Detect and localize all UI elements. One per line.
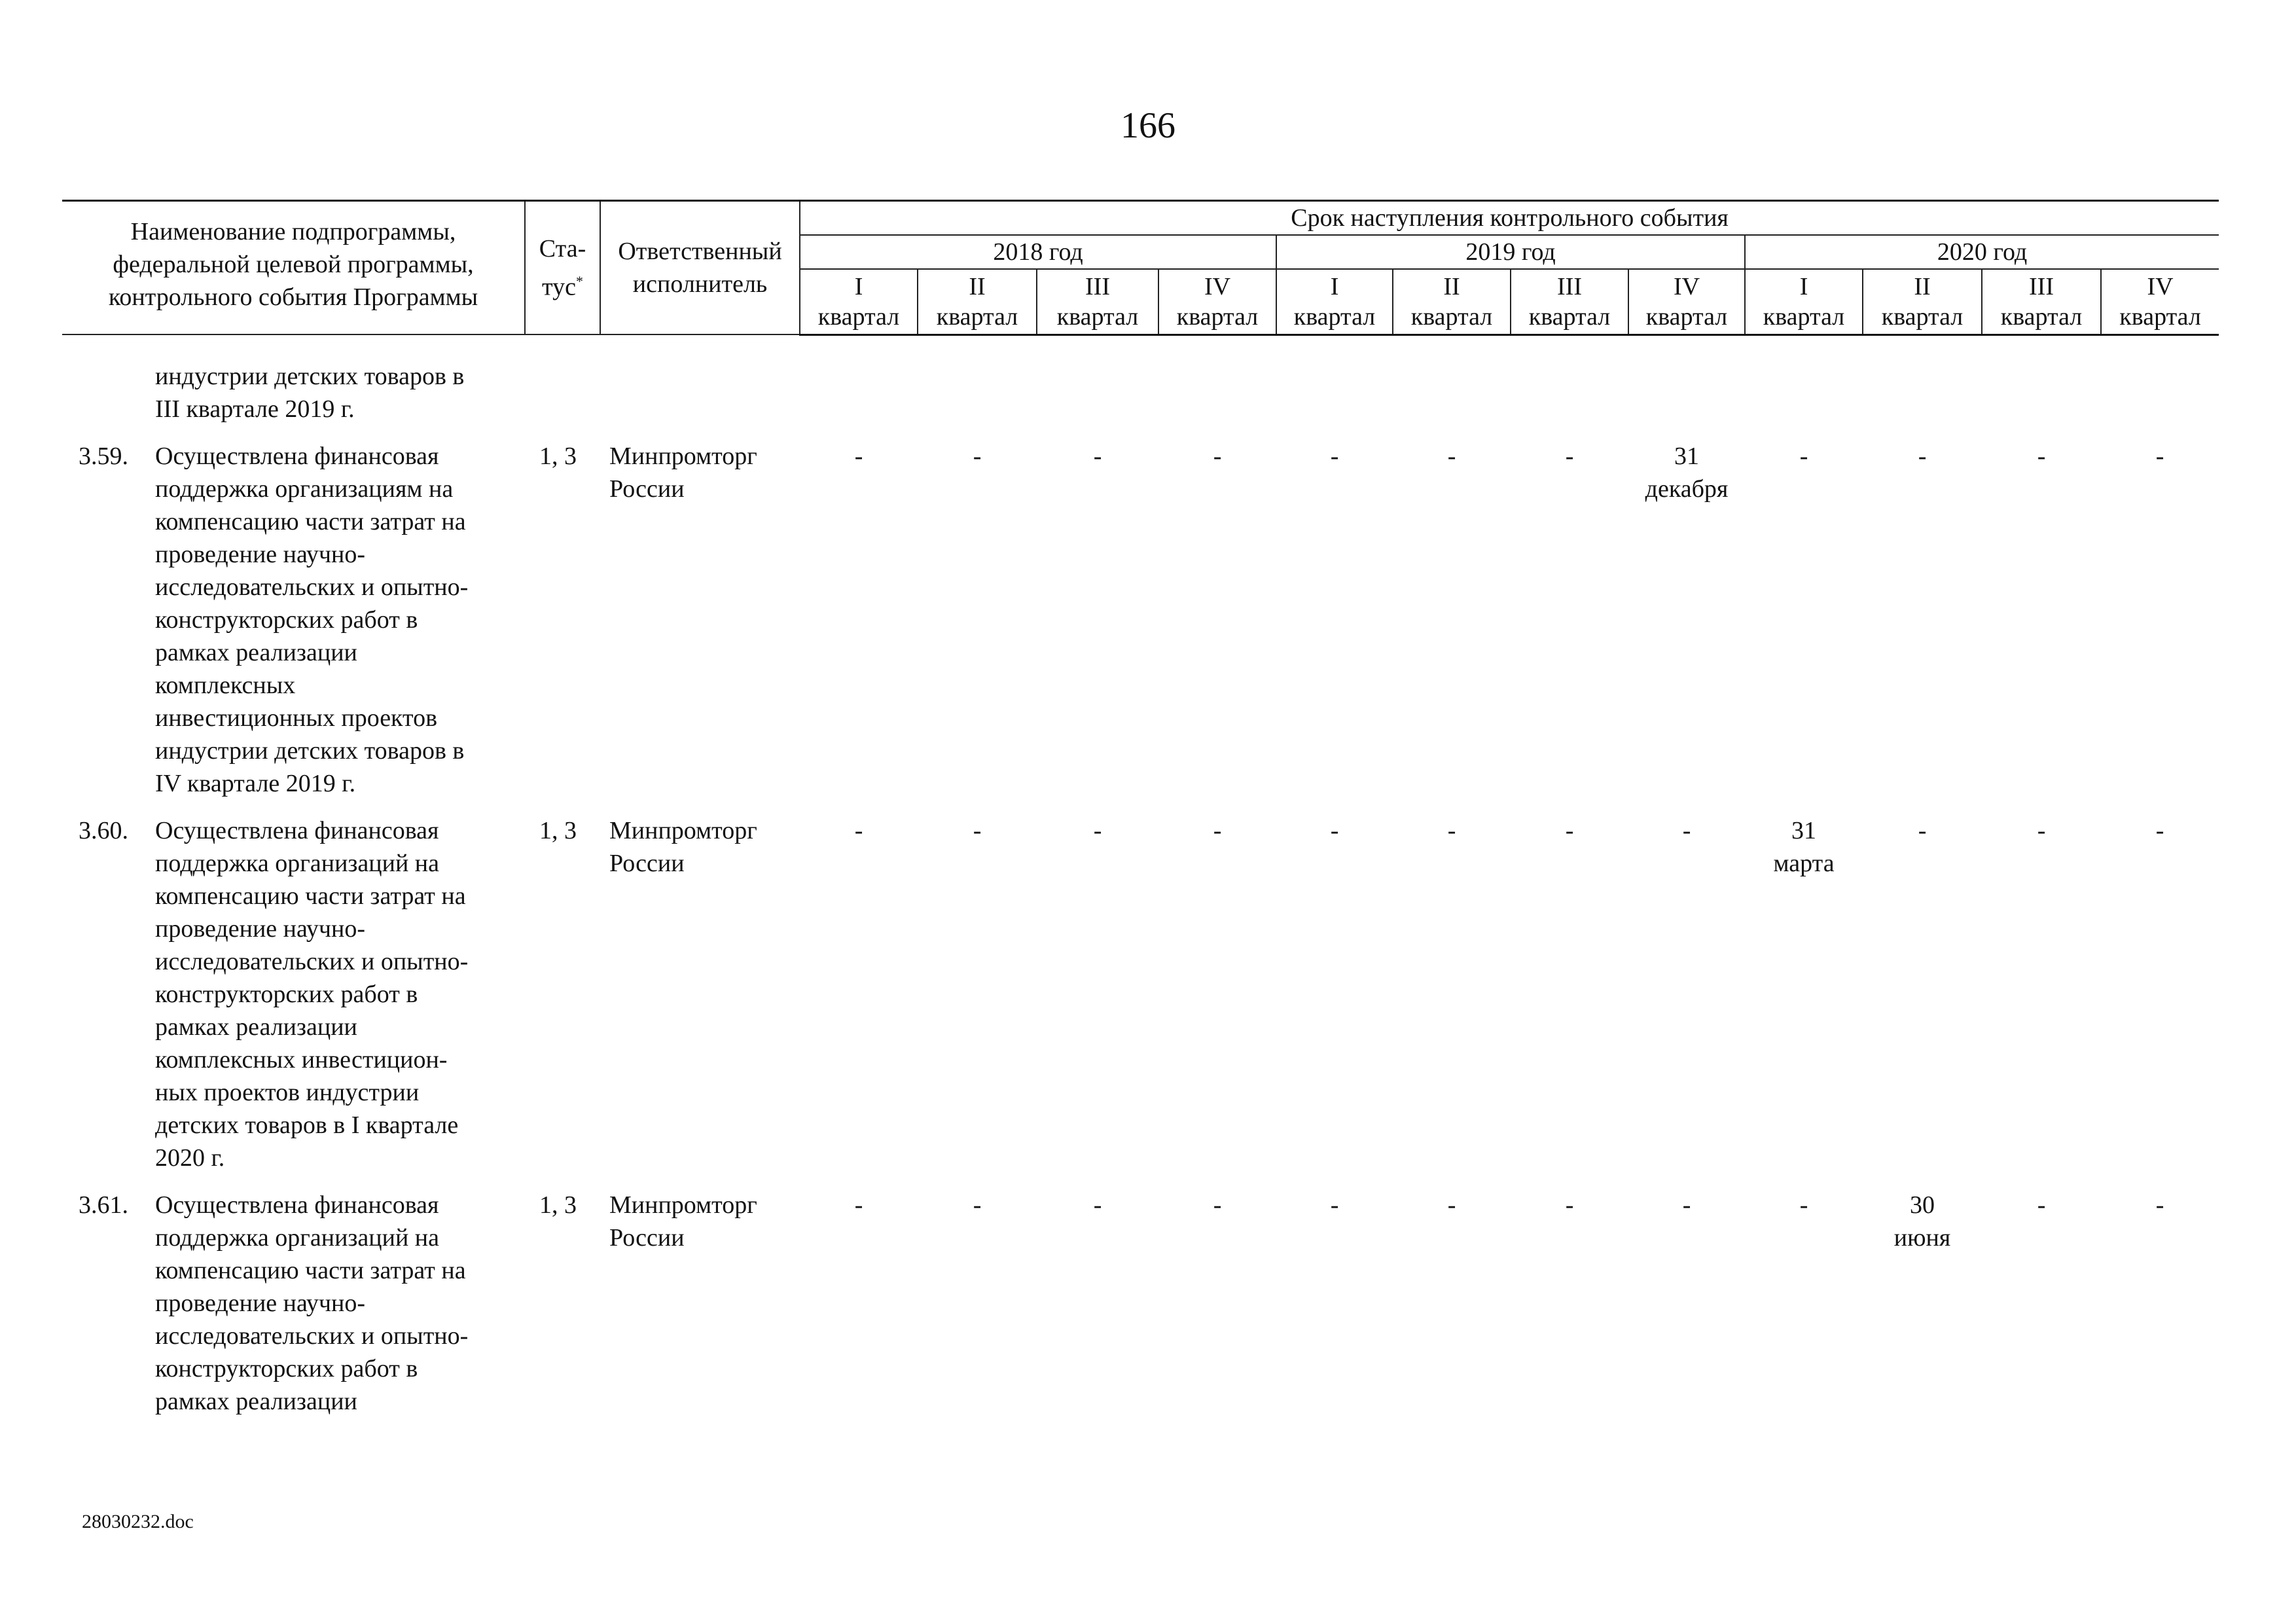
event-status [525, 334, 600, 425]
quarter-cell [1158, 334, 1276, 425]
quarter-cell: - [1447, 442, 1456, 470]
quarter-cell [1037, 334, 1158, 425]
quarter-cell: - [1330, 442, 1339, 470]
quarter-cell: - [1918, 817, 1927, 844]
page-number: 166 [1121, 105, 1175, 146]
quarter-cell: - [1799, 1191, 1808, 1219]
event-status: 1, 3 [539, 817, 577, 844]
quarter-cell [1276, 334, 1393, 425]
quarter-cell: - [2037, 817, 2046, 844]
quarter-cell: - [1213, 1191, 1222, 1219]
quarter-cell: - [854, 817, 863, 844]
row-gap [62, 1174, 2219, 1189]
quarter-cell: - [1447, 1191, 1456, 1219]
quarter-cell: - [1565, 817, 1574, 844]
quarter-cell: - [1330, 817, 1339, 844]
responsible-executor: Минпромторг России [609, 442, 757, 503]
event-name: Осуществлена финансовая поддержка организациям на компенсацию части затрат на проведение научно- исследовательских и опытно- конструкторских работ в рамках реализации комплексных инвестиционных проектов индустрии детских товаров в IV квартале 2019 г. [155, 442, 469, 797]
quarter-cell [1982, 334, 2101, 425]
document-filename: 28030232.doc [82, 1511, 194, 1532]
table-row [62, 440, 2219, 800]
header-quarter-6: II квартал [1393, 269, 1511, 334]
quarter-cell [1393, 334, 1511, 425]
event-number [62, 334, 155, 425]
quarter-cell [1745, 334, 1863, 425]
event-name: Осуществлена финансовая поддержка организаций на компенсацию части затрат на проведение научно- исследовательских и опытно- конструкторских работ в рамках реализации комплексных инвестицион- ных проектов индустрии детских товаров в I квартале 2020 г. [155, 817, 469, 1172]
quarter-cell: - [2037, 442, 2046, 470]
event-name: индустрии детских товаров в III квартале 2019 г. [155, 363, 465, 423]
header-year-2018: 2018 год [800, 235, 1276, 269]
event-status: 1, 3 [539, 442, 577, 470]
header-quarter-2: II квартал [918, 269, 1037, 334]
responsible-executor: Минпромторг России [609, 817, 757, 877]
header-responsible-column: Ответственный исполнитель [600, 201, 800, 335]
event-number: 3.59. [79, 442, 128, 470]
quarter-cell: - [1093, 817, 1102, 844]
header-quarter-4: IV квартал [1158, 269, 1276, 334]
header-year-2020: 2020 год [1745, 235, 2219, 269]
header-year-2019: 2019 год [1276, 235, 1745, 269]
quarter-cell [918, 334, 1037, 425]
quarter-cell [1511, 334, 1628, 425]
header-quarter-10: II квартал [1863, 269, 1982, 334]
quarter-cell: - [1330, 1191, 1339, 1219]
row-gap [62, 800, 2219, 814]
quarter-cell: - [1565, 1191, 1574, 1219]
quarter-cell: - [2155, 1191, 2164, 1219]
quarter-cell: - [1213, 442, 1222, 470]
responsible-executor [600, 334, 800, 425]
quarter-cell: - [1213, 817, 1222, 844]
event-status: 1, 3 [539, 1191, 577, 1219]
header-quarter-5: I квартал [1276, 269, 1393, 334]
quarter-cell: - [854, 1191, 863, 1219]
quarter-cell: 30 июня [1893, 1191, 1951, 1252]
quarter-cell: - [2155, 442, 2164, 470]
quarter-cell: - [1565, 442, 1574, 470]
quarter-cell: - [854, 442, 863, 470]
quarter-cell [800, 334, 918, 425]
header-quarter-8: IV квартал [1628, 269, 1745, 334]
row-gap [62, 425, 2219, 440]
quarter-cell: - [973, 1191, 982, 1219]
quarter-cell: - [2037, 1191, 2046, 1219]
table-row [62, 1189, 2219, 1418]
quarter-cell: - [1093, 442, 1102, 470]
responsible-executor: Минпромторг России [609, 1191, 757, 1252]
header-quarter-11: III квартал [1982, 269, 2101, 334]
quarter-cell: - [1093, 1191, 1102, 1219]
quarter-cell: - [1918, 442, 1927, 470]
quarter-cell: - [1682, 817, 1691, 844]
header-quarter-9: I квартал [1745, 269, 1863, 334]
header-name-column: Наименование подпрограммы, федеральной целевой программы, контрольного события Программы [62, 201, 525, 335]
quarter-cell: 31 марта [1773, 817, 1835, 877]
event-name: Осуществлена финансовая поддержка организаций на компенсацию части затрат на проведение научно- исследовательских и опытно- конструкторских работ в рамках реализации [155, 1191, 469, 1415]
control-events-table [62, 200, 2219, 1418]
header-quarter-7: III квартал [1511, 269, 1628, 334]
header-deadline: Срок наступления контрольного события [800, 201, 2219, 236]
table-row [62, 814, 2219, 1174]
header-quarter-12: IV квартал [2101, 269, 2219, 334]
header-quarter-3: III квартал [1037, 269, 1158, 334]
table-row [62, 334, 2219, 425]
quarter-cell: - [1447, 817, 1456, 844]
event-number: 3.61. [79, 1191, 128, 1219]
header-quarter-1: I квартал [800, 269, 918, 334]
quarter-cell: 31 декабря [1645, 442, 1729, 503]
quarter-cell: - [1682, 1191, 1691, 1219]
header-status-column: Ста-тус* [525, 201, 600, 335]
quarter-cell [1628, 334, 1745, 425]
quarter-cell: - [1799, 442, 1808, 470]
quarter-cell [1863, 334, 1982, 425]
quarter-cell: - [973, 442, 982, 470]
quarter-cell: - [2155, 817, 2164, 844]
event-number: 3.60. [79, 817, 128, 844]
quarter-cell: - [973, 817, 982, 844]
quarter-cell [2101, 334, 2219, 425]
